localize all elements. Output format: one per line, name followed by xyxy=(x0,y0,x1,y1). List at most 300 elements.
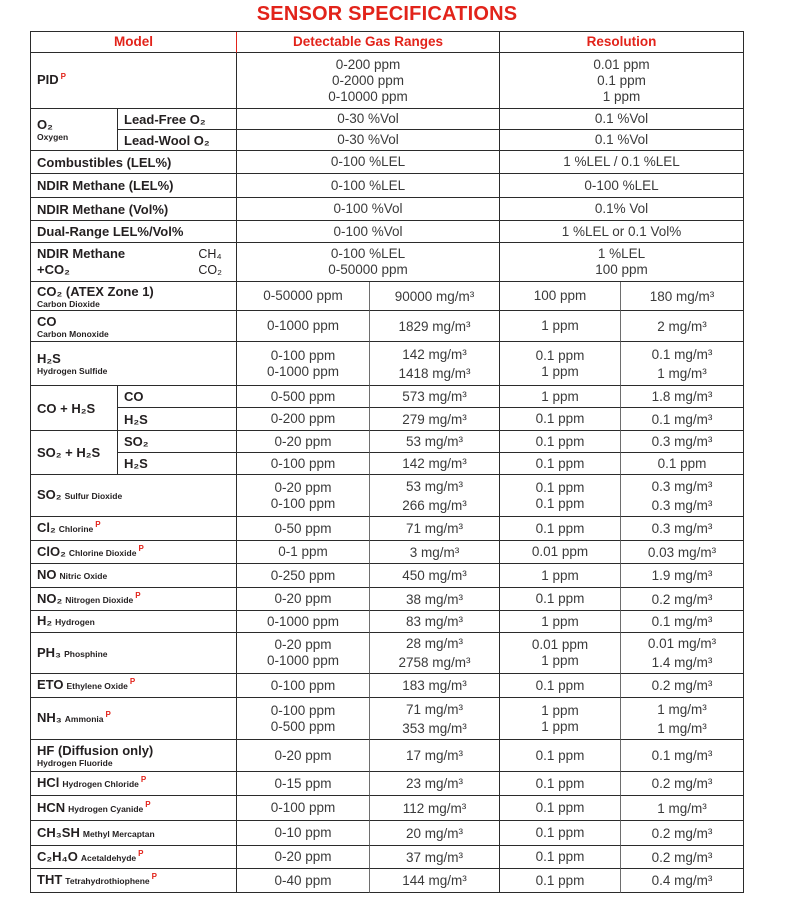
spec-row xyxy=(31,698,744,740)
resolution-mg xyxy=(621,475,744,517)
range-mg-line: 183 mg/m³ xyxy=(402,678,467,693)
range-ppm xyxy=(237,282,370,311)
group-cell xyxy=(31,431,118,475)
range-ppm-line: 0-20 ppm xyxy=(274,479,332,495)
resolution-mg-line: 1 mg/m³ xyxy=(657,701,707,717)
model-name: C₂H₄O xyxy=(37,848,78,864)
variant-name: CO xyxy=(124,389,144,404)
resolution-ppm-line: 0.1 ppm xyxy=(535,520,585,536)
range-ppm-line: 0-1000 ppm xyxy=(266,653,340,668)
resolution-ppm-line: 0.1 ppm xyxy=(535,872,585,888)
resolution-value xyxy=(500,53,744,109)
range-ppm-line: 0-500 ppm xyxy=(270,388,336,404)
resolution-mg xyxy=(621,821,744,846)
spec-row xyxy=(31,633,744,674)
spec-row xyxy=(31,475,744,517)
variant-name: H₂S xyxy=(124,456,148,471)
variant-cell xyxy=(118,431,237,453)
model-cell xyxy=(31,674,237,698)
spec-row xyxy=(31,740,744,772)
resolution-mg-line: 1.9 mg/m³ xyxy=(651,568,713,583)
resolution-ppm xyxy=(500,740,621,772)
resolution-ppm-line: 0.1 ppm xyxy=(535,347,585,363)
range-mg-line: 266 mg/m³ xyxy=(402,497,467,513)
resolution-mg xyxy=(621,408,744,431)
resolution-mg-line: 0.1 ppm xyxy=(657,456,707,471)
resolution-mg xyxy=(621,869,744,893)
range-ppm xyxy=(237,869,370,893)
resolution-mg-line: 180 mg/m³ xyxy=(649,288,715,304)
p-badge: P xyxy=(151,872,157,881)
spec-row xyxy=(31,846,744,869)
range-ppm xyxy=(237,674,370,698)
resolution-mg-line: 0.2 mg/m³ xyxy=(651,776,713,791)
model-cell xyxy=(31,311,237,342)
range-mg-line: 450 mg/m³ xyxy=(402,568,467,583)
variant-cell xyxy=(118,130,237,151)
range-mg-line: 573 mg/m³ xyxy=(402,389,467,404)
model-cell xyxy=(31,243,237,282)
model-name: HCl xyxy=(37,775,60,790)
range-mg xyxy=(370,386,500,408)
resolution-ppm-line: 0.1 ppm xyxy=(535,591,585,606)
range-ppm xyxy=(237,772,370,796)
resolution-ppm-line: 1 ppm xyxy=(541,653,579,668)
range-mg-line: 53 mg/m³ xyxy=(405,478,463,494)
spec-row xyxy=(31,674,744,698)
spec-row xyxy=(31,282,744,311)
resolution-ppm xyxy=(500,342,621,386)
model-name-group xyxy=(37,246,236,278)
model-subtitle: Chlorine Dioxide xyxy=(68,547,137,558)
range-ppm xyxy=(237,698,370,740)
group-name: O₂ xyxy=(37,117,53,132)
resolution-mg-line: 0.03 mg/m³ xyxy=(647,544,717,560)
range-mg xyxy=(370,821,500,846)
range-ppm xyxy=(237,821,370,846)
model-cell xyxy=(31,611,237,633)
model-cell xyxy=(31,564,237,588)
resolution-ppm-line: 0.1 ppm xyxy=(535,411,585,426)
range-mg xyxy=(370,311,500,342)
model-subtitle: Ammonia xyxy=(64,714,104,724)
resolution-mg-line: 1 mg/m³ xyxy=(657,720,707,736)
resolution-ppm xyxy=(500,408,621,431)
resolution-mg-line: 2 mg/m³ xyxy=(657,318,707,334)
spec-row xyxy=(31,431,744,453)
group-subtitle: Oxygen xyxy=(37,132,69,142)
resolution-mg xyxy=(621,282,744,311)
range-ppm-line: 0-100 ppm xyxy=(270,495,336,511)
resolution-mg-line: 0.3 mg/m³ xyxy=(651,521,713,536)
resolution-mg xyxy=(621,796,744,821)
variant-name: Lead-Wool O₂ xyxy=(124,132,210,148)
group-cell xyxy=(31,386,118,431)
page-title: SENSOR SPECIFICATIONS xyxy=(256,3,518,25)
range-value-line: 0-50000 ppm xyxy=(328,262,408,277)
resolution-mg xyxy=(621,611,744,633)
resolution-value xyxy=(500,198,744,221)
gas-label: CH₄ xyxy=(198,247,222,261)
spec-row xyxy=(31,174,744,198)
range-ppm-line: 0-20 ppm xyxy=(274,637,332,652)
resolution-ppm xyxy=(500,611,621,633)
model-cell xyxy=(31,282,237,311)
header-model: Model xyxy=(31,32,237,53)
model-name: ClO₂ xyxy=(37,543,66,559)
model-cell xyxy=(31,588,237,611)
variant-name: SO₂ xyxy=(124,434,149,449)
range-mg xyxy=(370,475,500,517)
group-name: SO₂ + H₂S xyxy=(37,445,101,460)
resolution-mg xyxy=(621,564,744,588)
resolution-ppm-line: 0.1 ppm xyxy=(535,495,585,511)
model-name: Combustibles (LEL%) xyxy=(37,154,172,170)
p-badge: P xyxy=(138,848,144,858)
model-name: H₂S xyxy=(37,351,61,366)
variant-cell xyxy=(118,386,237,408)
resolution-mg-line: 0.2 mg/m³ xyxy=(651,849,713,865)
resolution-mg xyxy=(621,386,744,408)
model-name: CO₂ (ATEX Zone 1) xyxy=(37,283,154,299)
model-cell xyxy=(31,698,237,740)
resolution-ppm-line: 0.1 ppm xyxy=(535,775,585,791)
model-cell xyxy=(31,821,237,846)
gas-list xyxy=(198,246,222,278)
p-badge: P xyxy=(95,520,101,529)
range-mg-line: 142 mg/m³ xyxy=(402,346,467,362)
resolution-ppm xyxy=(500,796,621,821)
range-ppm-line: 0-100 ppm xyxy=(270,702,336,718)
range-mg xyxy=(370,453,500,475)
spec-row xyxy=(31,564,744,588)
resolution-ppm xyxy=(500,564,621,588)
resolution-mg-line: 0.4 mg/m³ xyxy=(651,873,713,888)
spec-row xyxy=(31,342,744,386)
resolution-ppm xyxy=(500,698,621,740)
range-mg xyxy=(370,517,500,541)
range-mg xyxy=(370,342,500,386)
model-subtitle: Hydrogen Fluoride xyxy=(37,758,113,768)
model-subtitle: Carbon Monoxide xyxy=(37,328,109,339)
resolution-mg xyxy=(621,698,744,740)
spec-row xyxy=(31,541,744,564)
model-cell xyxy=(31,796,237,821)
spec-row xyxy=(31,772,744,796)
resolution-mg-line: 0.1 mg/m³ xyxy=(651,748,713,763)
spec-row xyxy=(31,408,744,431)
range-value xyxy=(237,109,500,130)
range-ppm xyxy=(237,588,370,611)
range-value-line: 0-100 %LEL xyxy=(330,246,406,261)
resolution-ppm xyxy=(500,633,621,674)
p-badge: P xyxy=(145,799,151,809)
resolution-ppm-line: 1 ppm xyxy=(541,613,579,629)
model-name: HCN xyxy=(37,799,66,815)
model-cell xyxy=(31,846,237,869)
range-mg xyxy=(370,431,500,453)
range-mg xyxy=(370,698,500,740)
range-mg-line: 1829 mg/m³ xyxy=(398,318,471,334)
resolution-ppm-line: 0.1 ppm xyxy=(535,455,585,471)
resolution-ppm xyxy=(500,821,621,846)
range-ppm xyxy=(237,740,370,772)
range-ppm xyxy=(237,408,370,431)
variant-name: Lead-Free O₂ xyxy=(124,111,206,127)
range-ppm-line: 0-40 ppm xyxy=(274,872,332,888)
resolution-ppm-line: 1 ppm xyxy=(541,567,579,583)
resolution-ppm-line: 0.1 ppm xyxy=(535,677,585,693)
model-cell xyxy=(31,174,237,198)
p-badge: P xyxy=(105,710,111,719)
resolution-ppm-line: 0.1 ppm xyxy=(535,479,585,495)
resolution-mg xyxy=(621,431,744,453)
range-value xyxy=(237,174,500,198)
range-mg-line: 38 mg/m³ xyxy=(405,591,463,607)
range-mg xyxy=(370,633,500,674)
model-name: NDIR Methane (LEL%) xyxy=(37,178,174,193)
resolution-mg-line: 0.3 mg/m³ xyxy=(651,478,713,494)
resolution-value-line: 1 %LEL / 0.1 %LEL xyxy=(563,154,680,169)
model-subtitle: Hydrogen Chloride xyxy=(62,779,139,789)
spec-row xyxy=(31,821,744,846)
model-name: SO₂ xyxy=(37,487,62,502)
range-value-line: 0-2000 ppm xyxy=(331,72,405,88)
range-ppm xyxy=(237,475,370,517)
model-name: NO₂ xyxy=(37,590,63,606)
resolution-mg-line: 1.8 mg/m³ xyxy=(651,389,713,404)
model-cell xyxy=(31,541,237,564)
resolution-ppm xyxy=(500,311,621,342)
resolution-ppm-line: 0.1 ppm xyxy=(535,849,585,864)
p-badge: P xyxy=(129,677,136,686)
model-cell xyxy=(31,740,237,772)
model-subtitle: Methyl Mercaptan xyxy=(82,828,155,839)
model-cell xyxy=(31,517,237,541)
resolution-value-line: 1 ppm xyxy=(602,88,641,104)
spec-row xyxy=(31,517,744,541)
spec-row xyxy=(31,869,744,893)
range-ppm xyxy=(237,541,370,564)
resolution-ppm-line: 1 ppm xyxy=(541,318,579,333)
range-ppm-line: 0-20 ppm xyxy=(274,433,332,449)
resolution-ppm xyxy=(500,846,621,869)
resolution-ppm xyxy=(500,386,621,408)
resolution-ppm-line: 0.1 ppm xyxy=(535,433,585,449)
resolution-ppm xyxy=(500,588,621,611)
range-mg-line: 28 mg/m³ xyxy=(405,636,463,651)
header-row xyxy=(31,32,744,53)
range-mg xyxy=(370,674,500,698)
resolution-value xyxy=(500,151,744,174)
range-mg-line: 279 mg/m³ xyxy=(402,411,467,427)
range-mg xyxy=(370,282,500,311)
model-name: CO xyxy=(37,313,57,329)
range-ppm-line: 0-100 ppm xyxy=(270,455,336,471)
resolution-mg-line: 0.1 mg/m³ xyxy=(651,411,713,427)
p-badge: P xyxy=(138,543,144,553)
range-mg-line: 17 mg/m³ xyxy=(405,748,463,763)
model-subtitle: Acetaldehyde xyxy=(80,852,137,863)
spec-row xyxy=(31,311,744,342)
spec-row xyxy=(31,453,744,475)
model-name: H₂ xyxy=(37,613,53,628)
range-value-line: 0-100 %LEL xyxy=(330,177,406,193)
spec-row xyxy=(31,796,744,821)
spec-row xyxy=(31,243,744,282)
header-ranges: Detectable Gas Ranges xyxy=(237,32,500,53)
resolution-mg xyxy=(621,342,744,386)
spec-row xyxy=(31,611,744,633)
range-ppm-line: 0-100 ppm xyxy=(270,800,336,815)
resolution-mg xyxy=(621,772,744,796)
range-mg-line: 90000 mg/m³ xyxy=(394,288,475,304)
range-value xyxy=(237,198,500,221)
range-ppm xyxy=(237,517,370,541)
resolution-mg-line: 0.2 mg/m³ xyxy=(651,591,713,607)
range-mg xyxy=(370,408,500,431)
range-ppm-line: 0-50 ppm xyxy=(274,520,332,536)
range-ppm-line: 0-50000 ppm xyxy=(263,288,343,303)
resolution-value-line: 100 ppm xyxy=(595,262,648,277)
resolution-ppm xyxy=(500,674,621,698)
range-ppm-line: 0-20 ppm xyxy=(274,747,332,763)
model-name-line: NDIR Methane xyxy=(37,246,126,261)
resolution-ppm xyxy=(500,541,621,564)
range-mg-line: 142 mg/m³ xyxy=(402,456,467,471)
model-name: THT xyxy=(37,872,63,887)
range-value-line: 0-100 %LEL xyxy=(330,154,406,169)
model-name xyxy=(37,246,125,278)
range-ppm-line: 0-1000 ppm xyxy=(266,363,340,379)
model-subtitle: Nitric Oxide xyxy=(59,571,108,581)
range-value xyxy=(237,53,500,109)
range-mg xyxy=(370,541,500,564)
resolution-value xyxy=(500,243,744,282)
resolution-value xyxy=(500,221,744,243)
range-mg xyxy=(370,846,500,869)
range-mg-line: 71 mg/m³ xyxy=(405,701,463,717)
range-mg xyxy=(370,796,500,821)
resolution-value-line: 0-100 %LEL xyxy=(584,177,659,193)
range-mg xyxy=(370,740,500,772)
range-ppm xyxy=(237,564,370,588)
model-name: NDIR Methane (Vol%) xyxy=(37,201,169,217)
resolution-ppm xyxy=(500,282,621,311)
resolution-mg-line: 0.3 mg/m³ xyxy=(651,434,713,449)
model-subtitle: Phosphine xyxy=(64,648,108,659)
model-subtitle: Hydrogen Sulfide xyxy=(37,366,108,376)
resolution-ppm-line: 100 ppm xyxy=(533,288,587,303)
resolution-mg-line: 1.4 mg/m³ xyxy=(651,655,713,670)
range-ppm-line: 0-10 ppm xyxy=(274,825,332,840)
model-cell xyxy=(31,342,237,386)
range-ppm xyxy=(237,633,370,674)
resolution-ppm xyxy=(500,475,621,517)
resolution-mg xyxy=(621,311,744,342)
range-ppm-line: 0-15 ppm xyxy=(274,775,332,791)
spec-row xyxy=(31,151,744,174)
resolution-ppm xyxy=(500,869,621,893)
range-ppm xyxy=(237,846,370,869)
resolution-mg-line: 0.3 mg/m³ xyxy=(651,497,713,513)
range-ppm xyxy=(237,611,370,633)
range-ppm xyxy=(237,796,370,821)
spec-row xyxy=(31,109,744,130)
resolution-ppm xyxy=(500,431,621,453)
range-ppm-line: 0-200 ppm xyxy=(270,411,336,426)
model-subtitle: Ethylene Oxide xyxy=(66,681,128,691)
variant-cell xyxy=(118,109,237,130)
spec-body xyxy=(31,53,744,893)
model-subtitle: Hydrogen Cyanide xyxy=(68,803,144,814)
variant-name: H₂S xyxy=(124,411,148,427)
range-mg xyxy=(370,869,500,893)
range-value xyxy=(237,221,500,243)
range-mg-line: 53 mg/m³ xyxy=(405,434,463,449)
range-ppm-line: 0-250 ppm xyxy=(270,567,336,583)
model-name: NO xyxy=(37,567,57,582)
resolution-value-line: 0.1% Vol xyxy=(594,201,649,216)
p-badge: P xyxy=(135,590,141,600)
range-mg-line: 37 mg/m³ xyxy=(405,849,463,865)
model-name: Cl₂ xyxy=(37,520,56,535)
range-mg-line: 112 mg/m³ xyxy=(402,800,467,816)
resolution-value xyxy=(500,174,744,198)
range-value-line: 0-100 %Vol xyxy=(333,223,403,239)
range-ppm-line: 0-100 ppm xyxy=(270,677,336,693)
range-mg-line: 20 mg/m³ xyxy=(405,825,463,841)
model-subtitle: Carbon Dioxide xyxy=(37,298,100,309)
resolution-value-line: 0.1 ppm xyxy=(597,72,646,88)
resolution-mg-line: 0.2 mg/m³ xyxy=(651,825,713,841)
range-mg-line: 23 mg/m³ xyxy=(405,776,463,791)
gas-label: CO₂ xyxy=(198,263,222,277)
resolution-ppm-line: 0.01 ppm xyxy=(531,637,589,652)
range-ppm-line: 0-20 ppm xyxy=(274,591,332,606)
range-ppm xyxy=(237,453,370,475)
range-mg-line: 353 mg/m³ xyxy=(402,720,467,736)
model-cell xyxy=(31,221,237,243)
resolution-mg xyxy=(621,588,744,611)
resolution-mg-line: 0.1 mg/m³ xyxy=(651,346,713,362)
range-ppm-line: 0-1 ppm xyxy=(278,544,328,559)
range-value xyxy=(237,130,500,151)
resolution-ppm-line: 1 ppm xyxy=(541,388,579,404)
range-value-line: 0-30 %Vol xyxy=(337,132,399,147)
resolution-mg-line: 0.01 mg/m³ xyxy=(647,636,717,651)
model-name: PH₃ xyxy=(37,644,62,660)
spec-row xyxy=(31,53,744,109)
variant-cell xyxy=(118,408,237,431)
range-ppm xyxy=(237,342,370,386)
resolution-ppm xyxy=(500,772,621,796)
range-ppm-line: 0-100 ppm xyxy=(270,347,336,363)
model-name: HF (Diffusion only) xyxy=(37,743,154,758)
range-ppm-line: 0-20 ppm xyxy=(274,849,332,864)
range-ppm xyxy=(237,311,370,342)
model-cell xyxy=(31,53,237,109)
model-subtitle: Sulfur Dioxide xyxy=(64,491,123,501)
model-subtitle: Hydrogen xyxy=(55,617,95,627)
resolution-mg xyxy=(621,453,744,475)
range-mg xyxy=(370,564,500,588)
resolution-mg-line: 0.2 mg/m³ xyxy=(651,678,713,693)
range-value-line: 0-10000 ppm xyxy=(328,88,408,104)
spec-row xyxy=(31,386,744,408)
range-value xyxy=(237,151,500,174)
resolution-value-line: 1 %LEL or 0.1 Vol% xyxy=(561,223,682,239)
